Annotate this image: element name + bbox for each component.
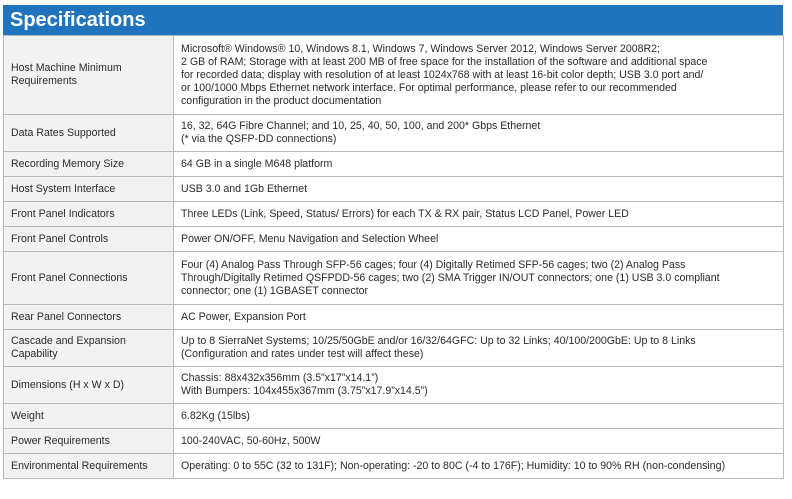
spec-value-line: USB 3.0 and 1Gb Ethernet bbox=[181, 182, 308, 195]
spec-label: Power Requirements bbox=[4, 429, 174, 454]
spec-value bbox=[174, 202, 784, 227]
spec-value bbox=[174, 404, 784, 429]
spec-value-line: configuration in the product documentation bbox=[181, 94, 382, 107]
spec-row bbox=[4, 227, 784, 252]
specifications-title: Specifications bbox=[3, 5, 783, 35]
spec-value-line: Operating: 0 to 55C (32 to 131F); Non-operating: -20 to 80C (-4 to 176F); Humidity: 10 to 90% RH (non-condensing) bbox=[181, 459, 726, 472]
spec-row bbox=[4, 454, 784, 479]
spec-value-line: Through/Digitally Retimed QSFPDD-56 cages; two (2) SMA Trigger IN/OUT connectors; one (1) USB 3.0 compliant bbox=[181, 271, 720, 284]
spec-label: Recording Memory Size bbox=[4, 152, 174, 177]
spec-value-line: 100-240VAC, 50-60Hz, 500W bbox=[181, 434, 321, 447]
spec-value bbox=[174, 36, 784, 115]
spec-value-line: Three LEDs (Link, Speed, Status/ Errors) for each TX & RX pair, Status LCD Panel, Power LED bbox=[181, 207, 629, 220]
spec-value-line: AC Power, Expansion Port bbox=[181, 310, 306, 323]
specifications-table-body bbox=[4, 36, 784, 479]
spec-value bbox=[174, 330, 784, 367]
spec-value-line: 16, 32, 64G Fibre Channel; and 10, 25, 40, 50, 100, and 200* Gbps Ethernet bbox=[181, 120, 541, 132]
spec-value-line: Microsoft® Windows® 10, Windows 8.1, Windows 7, Windows Server 2012, Windows Server 2008R2; bbox=[181, 42, 660, 55]
spec-value-line: (* via the QSFP-DD connections) bbox=[181, 133, 337, 145]
spec-value-line: With Bumpers: 104x455x367mm (3.75”x17.9”x14.5”) bbox=[181, 385, 428, 397]
spec-value-line: Chassis: 88x432x356mm (3.5”x17”x14.1”) bbox=[181, 372, 379, 384]
spec-value-line: Power ON/OFF, Menu Navigation and Selection Wheel bbox=[181, 232, 439, 245]
spec-value bbox=[174, 227, 784, 252]
spec-value bbox=[174, 115, 784, 152]
spec-value bbox=[174, 152, 784, 177]
spec-row bbox=[4, 152, 784, 177]
spec-value-line: (Configuration and rates under test will affect these) bbox=[181, 348, 424, 360]
spec-value-line: or 100/1000 Mbps Ethernet network interface. For optimal performance, please refer to our recommended bbox=[181, 81, 677, 94]
spec-row bbox=[4, 252, 784, 305]
spec-label: Front Panel Indicators bbox=[4, 202, 174, 227]
spec-row bbox=[4, 177, 784, 202]
spec-row bbox=[4, 429, 784, 454]
specifications-panel bbox=[3, 5, 783, 479]
spec-row bbox=[4, 367, 784, 404]
spec-value-line: Up to 8 SierraNet Systems; 10/25/50GbE and/or 16/32/64GFC: Up to 32 Links; 40/100/200GbE: Up to 8 Links bbox=[181, 335, 696, 347]
spec-label: Front Panel Connections bbox=[4, 252, 174, 305]
spec-row bbox=[4, 305, 784, 330]
spec-label: Cascade and Expansion Capability bbox=[4, 330, 174, 367]
spec-row bbox=[4, 36, 784, 115]
spec-row bbox=[4, 404, 784, 429]
spec-label: Rear Panel Connectors bbox=[4, 305, 174, 330]
spec-value bbox=[174, 305, 784, 330]
spec-row bbox=[4, 202, 784, 227]
spec-value bbox=[174, 429, 784, 454]
spec-label: Data Rates Supported bbox=[4, 115, 174, 152]
spec-row bbox=[4, 330, 784, 367]
spec-label: Front Panel Controls bbox=[4, 227, 174, 252]
spec-value-line: 2 GB of RAM; Storage with at least 200 MB of free space for the installation of the software and additional space bbox=[181, 55, 708, 68]
spec-value-line: for recorded data; display with resolution of at least 1024x768 with at least 16-bit color depth; USB 3.0 port and/ bbox=[181, 68, 704, 81]
spec-value-line: 6.82Kg (15lbs) bbox=[181, 409, 250, 422]
spec-label: Host System Interface bbox=[4, 177, 174, 202]
spec-value-line: 64 GB in a single M648 platform bbox=[181, 157, 333, 170]
spec-value-line: connector; one (1) 1GBASET connector bbox=[181, 284, 369, 297]
spec-row bbox=[4, 115, 784, 152]
spec-value bbox=[174, 367, 784, 404]
spec-label: Host Machine Minimum Requirements bbox=[4, 36, 174, 115]
specifications-table bbox=[3, 35, 784, 479]
spec-label: Weight bbox=[4, 404, 174, 429]
spec-label: Dimensions (H x W x D) bbox=[4, 367, 174, 404]
spec-value bbox=[174, 252, 784, 305]
spec-value bbox=[174, 454, 784, 479]
spec-label: Environmental Requirements bbox=[4, 454, 174, 479]
spec-value bbox=[174, 177, 784, 202]
spec-value-line: Four (4) Analog Pass Through SFP-56 cages; four (4) Digitally Retimed SFP-56 cages; two (2) Analog Pass bbox=[181, 258, 686, 271]
